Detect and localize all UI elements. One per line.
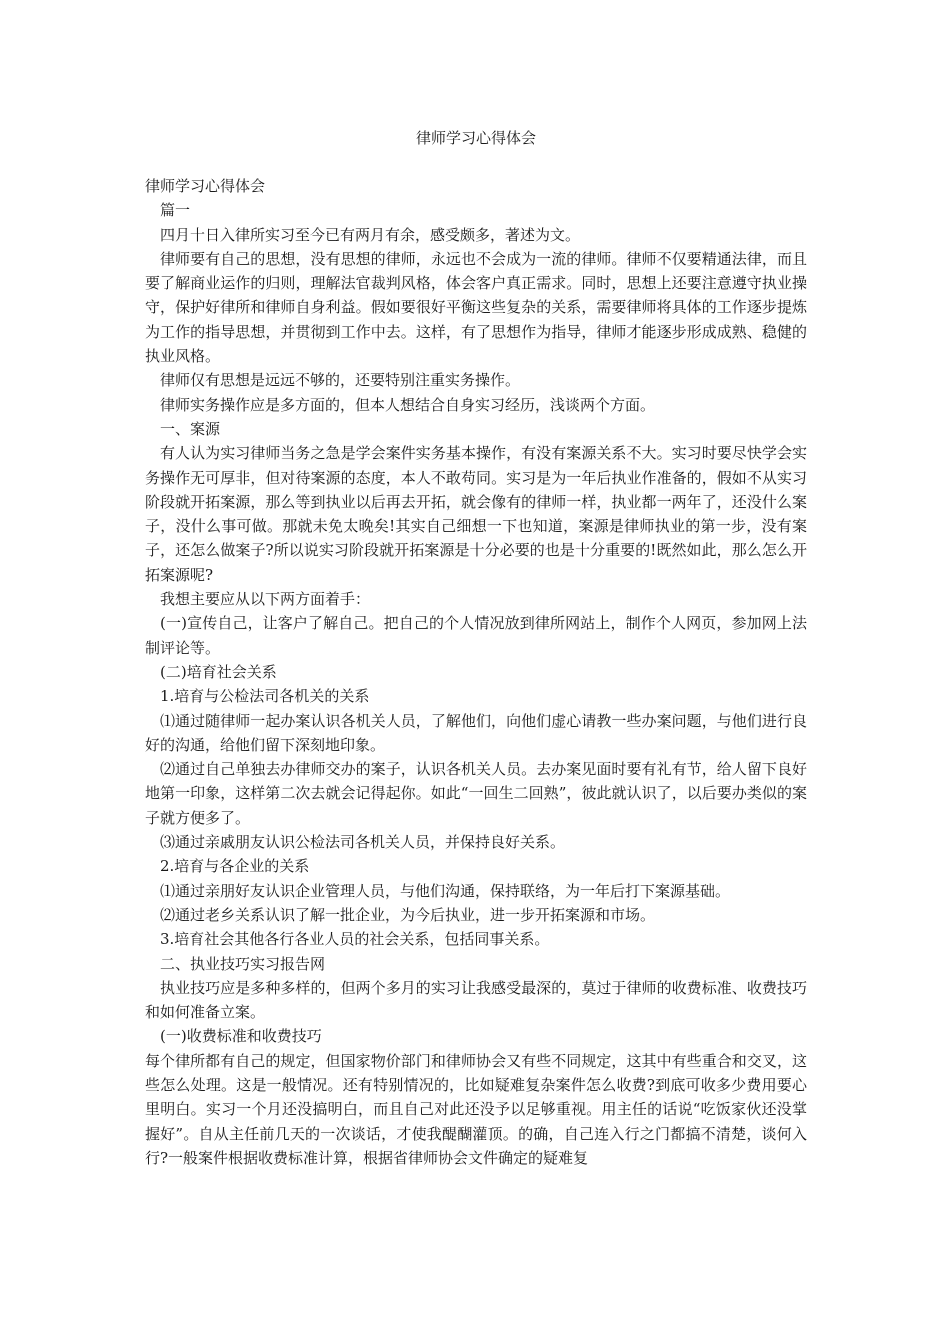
paragraph: 1.培育与公检法司各机关的关系 [160, 687, 370, 706]
paragraph: 篇一 [160, 201, 191, 220]
paragraph: 二、执业技巧实习报告网 [160, 954, 326, 973]
paragraph: ⑶通过亲戚朋友认识公检法司各机关人员，并保持良好关系。 [160, 833, 566, 852]
paragraph: 我想主要应从以下两方面着手： [160, 590, 371, 609]
paragraph: (一)收费标准和收费技巧 [160, 1027, 322, 1046]
section-heading: 律师学习心得体会 [145, 177, 266, 195]
paragraph: ⑵通过自己单独去办律师交办的案子，认识各机关人员。去办案见面时要有礼有节，给人留下良好地第一印象，这样第二次去就会记得起你。如此“一回生二回熟”，彼此就认识了，以后要办类似的案子就方便多了。 [145, 760, 807, 827]
paragraph: 执业技巧应是多种多样的，但两个多月的实习让我感受最深的，莫过于律师的收费标准、收费技巧和如何准备立案。 [145, 978, 807, 1022]
paragraph: ⑴通过亲朋好友认识企业管理人员，与他们沟通，保持联络，为一年后打下案源基础。 [160, 881, 731, 900]
paragraph: 3.培育社会其他各行各业人员的社会关系，包括同事关系。 [160, 930, 550, 949]
paragraph: 有人认为实习律师当务之急是学会案件实务基本操作，有没有案源关系不大。实习时要尽快学会实务操作无可厚非，但对待案源的态度，本人不敢苟同。实习是为一年后执业作准备的，假如不从实习阶段就开拓案源，那么等到执业以后再去开拓，就会像有的律师一样，执业都一两年了，还没什么案子，没什么事可做。那就未免太晚矣!其实自己细想一下也知道，案源是律师执业的第一步，没有案子，还怎么做案子?所以说实习阶段就开拓案源是十分必要的也是十分重要的!既然如此，那么怎么开拓案源呢? [145, 444, 807, 584]
document-title: 律师学习心得体会 [415, 129, 536, 147]
paragraph: 律师仅有思想是远远不够的，还要特别注重实务操作。 [160, 371, 521, 390]
paragraph: 律师要有自己的思想，没有思想的律师，永远也不会成为一流的律师。律师不仅要精通法律，而且要了解商业运作的归则，理解法官裁判风格，体会客户真正需求。同时，思想上还要注意遵守执业操守，保护好律所和律师自身利益。假如要很好平衡这些复杂的关系，需要律师将具体的工作逐步提炼为工作的指导思想，并贯彻到工作中去。这样，有了思想作为指导，律师才能逐步形成成熟、稳健的执业风格。 [145, 249, 807, 366]
paragraph: 2.培育与各企业的关系 [160, 857, 310, 876]
paragraph: (二)培育社会关系 [160, 662, 277, 681]
paragraph: (一)宣传自己，让客户了解自己。把自己的个人情况放到律所网站上，制作个人网页，参加网上法制评论等。 [145, 614, 807, 657]
paragraph: ⑴通过随律师一起办案认识各机关人员，了解他们，向他们虚心请教一些办案问题，与他们进行良好的沟通，给他们留下深刻地印象。 [145, 711, 807, 754]
paragraph: 每个律所都有自己的规定，但国家物价部门和律师协会又有些不同规定，这其中有些重合和交叉，这些怎么处理。这是一般情况。还有特别情况的，比如疑难复杂案件怎么收费?到底可收多少费用要心里明白。实习一个月还没搞明白，而且自己对此还没予以足够重视。用主任的话说“吃饭家伙还没掌握好”。自从主任前几天的一次谈话，才使我醍醐灌顶。的确，自己连入行之门都搞不清楚，谈何入行?一般案件根据收费标准计算，根据省律师协会文件确定的疑难复 [145, 1051, 807, 1167]
document-body [145, 174, 807, 1170]
paragraph: 律师实务操作应是多方面的，但本人想结合自身实习经历，浅谈两个方面。 [160, 395, 656, 414]
paragraph: 一、案源 [160, 419, 221, 438]
paragraph: 四月十日入律所实习至今已有两月有余，感受颇多，著述为文。 [160, 225, 581, 244]
paragraph: ⑵通过老乡关系认识了解一批企业，为今后执业，进一步开拓案源和市场。 [160, 905, 656, 924]
